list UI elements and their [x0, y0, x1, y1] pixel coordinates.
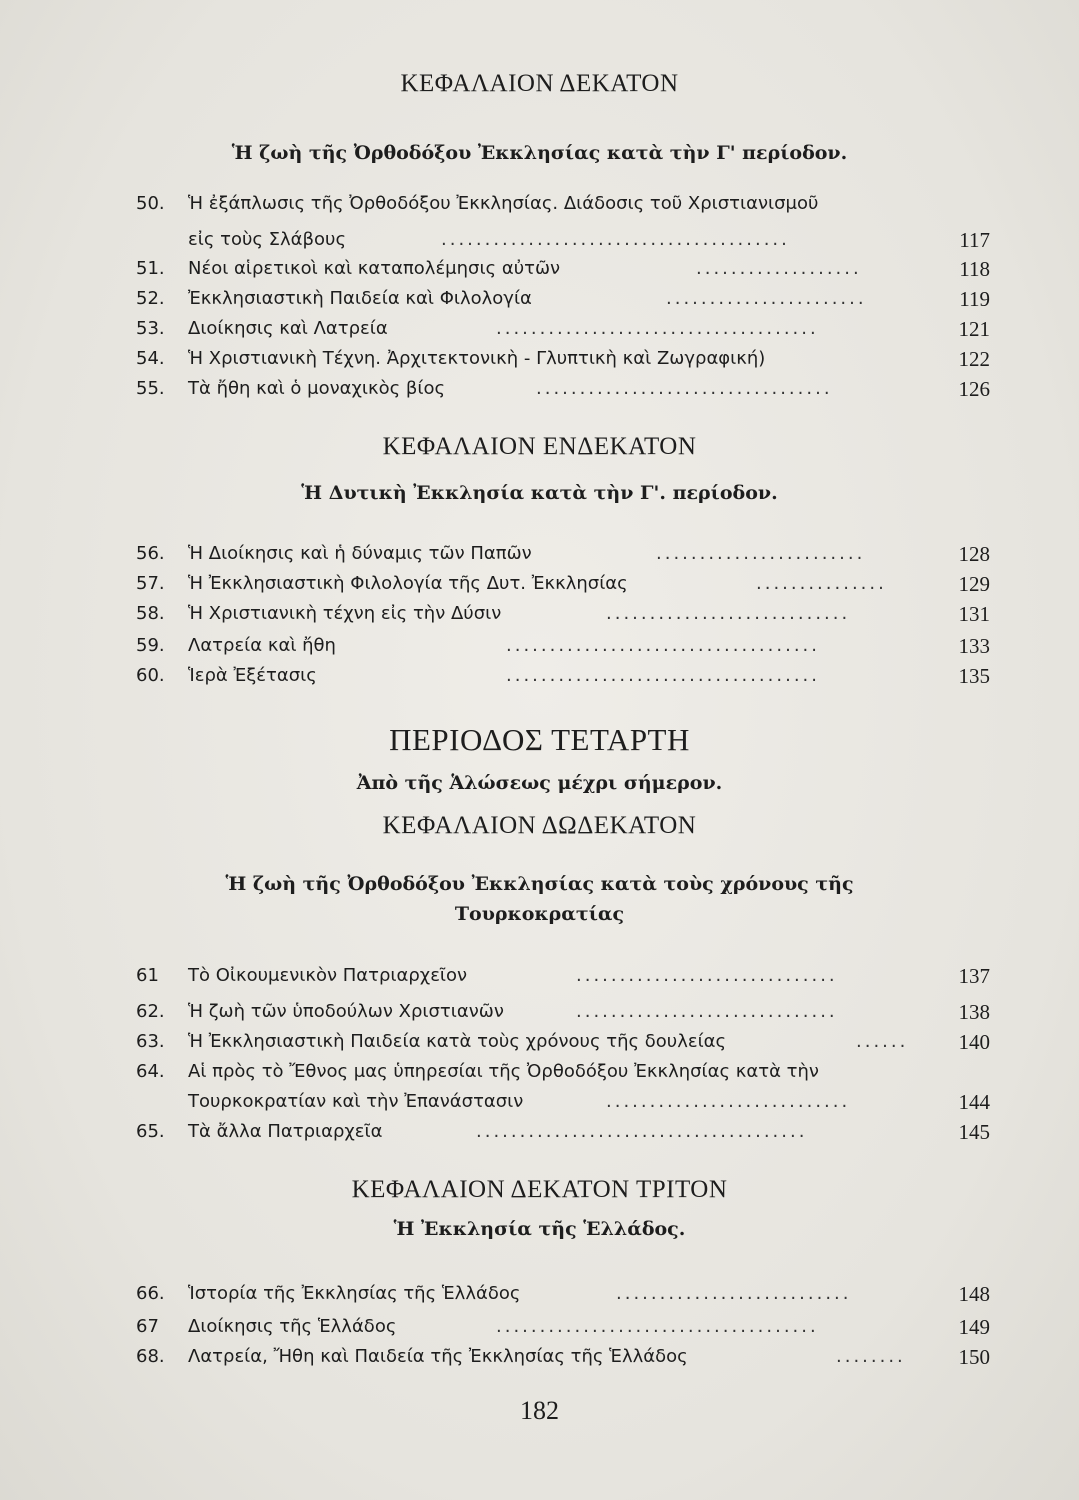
page-number: 182 — [520, 1396, 559, 1425]
entry-page: 119 — [959, 287, 990, 311]
toc-entry — [136, 998, 996, 1026]
toc-entry-continuation — [136, 1088, 996, 1116]
toc-entry — [136, 345, 996, 373]
toc-entry — [136, 255, 996, 283]
entry-title: Ἡ Ἐκκλησιαστικὴ Παιδεία κατὰ τοὺς χρόνους τῆς δουλείας — [188, 1031, 727, 1052]
entry-title-continued: εἰς τοὺς Σλάβους — [188, 229, 347, 250]
entry-page: 135 — [958, 664, 990, 688]
entry-number: 56. — [136, 543, 165, 564]
chapter-subtitle: Ἡ Δυτικὴ Ἐκκλησία κατὰ τὴν Γ'. περίοδον. — [301, 482, 778, 504]
leader-dots: ............................ — [606, 603, 851, 624]
leader-dots: ........................ — [656, 543, 866, 564]
toc-entry — [136, 540, 996, 568]
entry-title: Ἡ Χριστιανικὴ τέχνη εἰς τὴν Δύσιν — [188, 603, 502, 624]
entry-title: Ἡ Χριστιανικὴ Τέχνη. Ἀρχιτεκτονικὴ - Γλυπτικὴ καὶ Ζωγραφική) — [188, 348, 766, 369]
toc-entry — [136, 1343, 996, 1371]
chapter-heading: ΚΕΦΑΛΑΙΟΝ ΔΩΔΕΚΑΤΟΝ — [382, 812, 697, 839]
leader-dots: ............................ — [606, 1091, 851, 1112]
entry-page: 133 — [958, 634, 990, 658]
entry-page: 148 — [958, 1282, 990, 1306]
toc-entry — [136, 285, 996, 313]
toc-entry-continuation — [136, 226, 996, 254]
entry-title: Ἐκκλησιαστικὴ Παιδεία καὶ Φιλολογία — [188, 288, 532, 309]
entry-page: 128 — [958, 542, 990, 566]
chapter-subtitle: Ἡ ζωὴ τῆς Ὀρθοδόξου Ἐκκλησίας κατὰ τὴν Γ' περίοδον. — [231, 142, 848, 164]
entry-page: 149 — [958, 1315, 990, 1339]
leader-dots: ................... — [696, 258, 862, 279]
toc-entry — [136, 1313, 996, 1341]
leader-dots: ...... — [856, 1031, 909, 1052]
toc-entry — [136, 375, 996, 403]
entry-title: Λατρεία, Ἤθη καὶ Παιδεία τῆς Ἐκκλησίας τῆς Ἑλλάδος — [188, 1346, 688, 1367]
toc-entry — [136, 600, 996, 628]
entry-page: 150 — [958, 1345, 990, 1369]
entry-title: Ἡ ζωὴ τῶν ὑποδούλων Χριστιανῶν — [188, 1001, 504, 1022]
entry-title: Αἱ πρὸς τὸ Ἔθνος μας ὑπηρεσίαι τῆς Ὀρθοδόξου Ἐκκλησίας κατὰ τὴν — [188, 1061, 819, 1082]
chapter-heading: ΚΕΦΑΛΑΙΟΝ ΔΕΚΑΤΟΝ — [400, 70, 679, 97]
entry-page: 145 — [958, 1120, 990, 1144]
entry-title: Ἱστορία τῆς Ἐκκλησίας τῆς Ἑλλάδος — [188, 1283, 521, 1304]
entry-number: 66. — [136, 1283, 165, 1304]
leader-dots: ..................................... — [496, 318, 819, 339]
leader-dots: ...................................... — [476, 1121, 808, 1142]
entry-page: 144 — [958, 1090, 990, 1114]
leader-dots: ........................................ — [441, 229, 790, 250]
entry-title: Λατρεία καὶ ἤθη — [188, 635, 336, 656]
entry-page: 122 — [958, 347, 990, 371]
entry-title: Ἡ Διοίκησις καὶ ἡ δύναμις τῶν Παπῶν — [188, 543, 532, 564]
toc-entry — [136, 1058, 996, 1086]
leader-dots: ........ — [836, 1346, 906, 1367]
chapter-subtitle: Ἡ ζωὴ τῆς Ὀρθοδόξου Ἐκκλησίας κατὰ τοὺς χρόνους τῆς — [225, 873, 854, 895]
leader-dots: .................................... — [506, 665, 820, 686]
entry-page: 117 — [959, 228, 990, 252]
chapter-subtitle: Ἡ Ἐκκλησία τῆς Ἑλλάδος. — [393, 1218, 686, 1240]
entry-title: Τὰ ἤθη καὶ ὁ μοναχικὸς βίος — [188, 378, 446, 399]
toc-entry — [136, 1028, 996, 1056]
entry-title: Ἡ Ἐκκλησιαστικὴ Φιλολογία τῆς Δυτ. Ἐκκλησίας — [188, 573, 628, 594]
leader-dots: ....................... — [666, 288, 867, 309]
entry-number: 62. — [136, 1001, 165, 1022]
entry-number: 55. — [136, 378, 165, 399]
toc-entry — [136, 315, 996, 343]
entry-number: 50. — [136, 193, 165, 214]
entry-number: 58. — [136, 603, 165, 624]
leader-dots: .............................. — [576, 1001, 838, 1022]
entry-page: 131 — [958, 602, 990, 626]
entry-number: 63. — [136, 1031, 165, 1052]
period-heading: ΠΕΡΙΟΔΟΣ ΤΕΤΑΡΤΗ — [389, 722, 690, 757]
entry-number: 64. — [136, 1061, 165, 1082]
entry-title-continued: Τουρκοκρατίαν καὶ τὴν Ἐπανάστασιν — [188, 1091, 524, 1112]
entry-number: 52. — [136, 288, 165, 309]
toc-entry — [136, 662, 996, 690]
entry-title: Διοίκησις καὶ Λατρεία — [188, 318, 388, 339]
leader-dots: ............... — [756, 573, 887, 594]
entry-page: 138 — [958, 1000, 990, 1024]
entry-number: 68. — [136, 1346, 165, 1367]
entry-title: Τὸ Οἰκουμενικὸν Πατριαρχεῖον — [188, 965, 468, 986]
period-subtitle: Ἀπὸ τῆς Ἁλώσεως μέχρι σήμερον. — [356, 772, 723, 794]
toc-entry — [136, 632, 996, 660]
entry-page: 129 — [958, 572, 990, 596]
entry-title: Διοίκησις τῆς Ἑλλάδος — [188, 1316, 397, 1337]
chapter-heading: ΚΕΦΑΛΑΙΟΝ ΔΕΚΑΤΟΝ ΤΡΙΤΟΝ — [351, 1176, 728, 1203]
entry-number: 54. — [136, 348, 165, 369]
leader-dots: ..................................... — [496, 1316, 819, 1337]
toc-entry — [136, 1280, 996, 1308]
toc-entry — [136, 190, 996, 218]
entry-title: Τὰ ἄλλα Πατριαρχεῖα — [188, 1121, 383, 1142]
toc-entry — [136, 962, 996, 990]
entry-page: 137 — [958, 964, 990, 988]
entry-title: Ἡ ἐξάπλωσις τῆς Ὀρθοδόξου Ἐκκλησίας. Διάδοσις τοῦ Χριστιανισμοῦ — [188, 193, 819, 214]
entry-number: 61 — [136, 965, 159, 986]
leader-dots: .................................... — [506, 635, 820, 656]
entry-number: 67 — [136, 1316, 159, 1337]
entry-page: 118 — [959, 257, 990, 281]
entry-page: 140 — [958, 1030, 990, 1054]
chapter-heading: ΚΕΦΑΛΑΙΟΝ ΕΝΔΕΚΑΤΟΝ — [382, 433, 697, 460]
entry-number: 60. — [136, 665, 165, 686]
leader-dots: .................................. — [536, 378, 833, 399]
entry-page: 121 — [958, 317, 990, 341]
entry-page: 126 — [958, 377, 990, 401]
leader-dots: .............................. — [576, 965, 838, 986]
entry-title: Νέοι αἱρετικοὶ καὶ καταπολέμησις αὐτῶν — [188, 258, 561, 279]
entry-number: 53. — [136, 318, 165, 339]
entry-number: 57. — [136, 573, 165, 594]
toc-entry — [136, 570, 996, 598]
entry-number: 65. — [136, 1121, 165, 1142]
leader-dots: ........................... — [616, 1283, 852, 1304]
entry-number: 51. — [136, 258, 165, 279]
toc-entry — [136, 1118, 996, 1146]
entry-title: Ἱερὰ Ἐξέτασις — [188, 665, 317, 686]
chapter-subtitle-line2: Τουρκοκρατίας — [454, 903, 625, 925]
entry-number: 59. — [136, 635, 165, 656]
